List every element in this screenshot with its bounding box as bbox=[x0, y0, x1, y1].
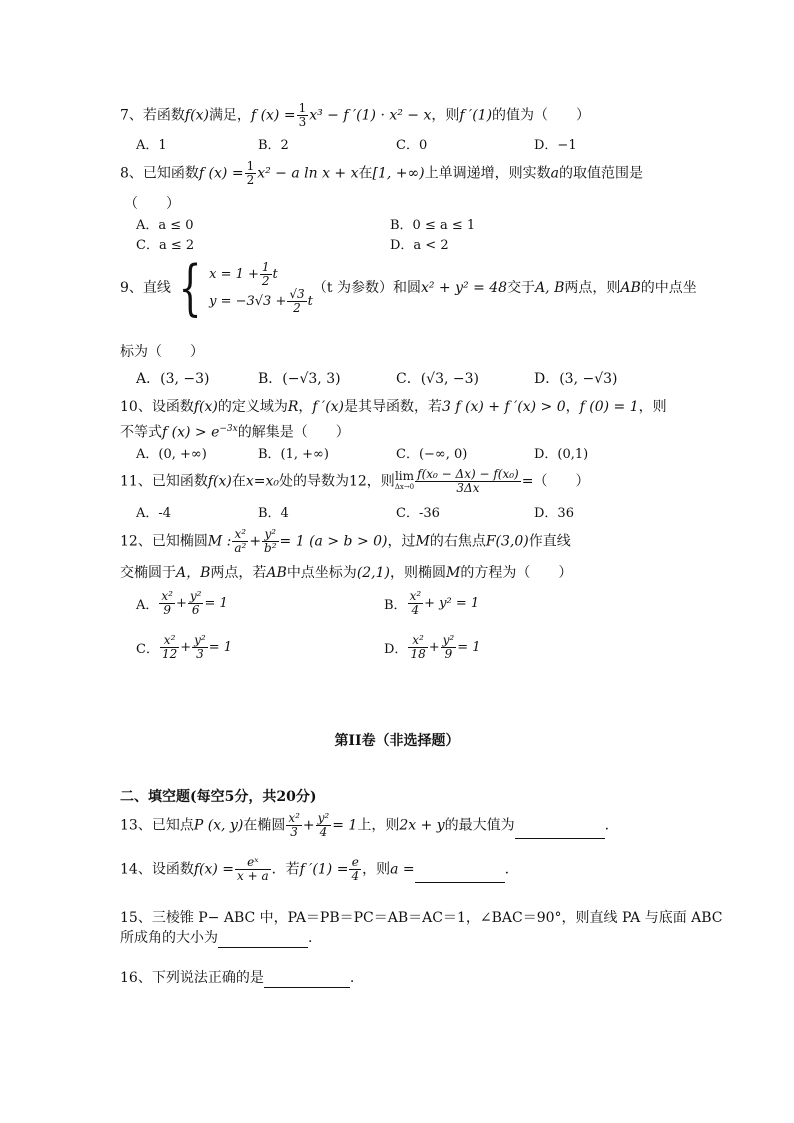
question-12: 12、已知椭圆M : $\frac{\text{x²}}{\text{a²}}$ + $\frac{\text{y²}}{\text{b²}}$ = 1 (a > b > 0)，过M的右焦点F(3,0)作直线 bbox=[120, 527, 571, 555]
q8-stem-b: 在 bbox=[358, 165, 373, 182]
q7-fx: f(x) bbox=[184, 107, 209, 124]
q9-ab: AB bbox=[620, 280, 641, 296]
q8-option-b: B．0 ≤ a ≤ 1 bbox=[390, 218, 476, 233]
q9-option-d: D．(3, −√3) bbox=[534, 371, 618, 387]
q16-answer-blank[interactable] bbox=[264, 971, 350, 988]
question-15: 15、三棱锥 P− ABC 中，PA＝PB＝PC＝AB＝AC＝1，∠BAC＝90°，则直线 PA 与底面 ABC bbox=[120, 910, 723, 926]
q7-formula-rhs: x³ − f ′(1) · x² − x bbox=[309, 107, 432, 124]
q11-option-c: C．-36 bbox=[396, 506, 440, 521]
q7-stem: 7、若函数 bbox=[120, 107, 185, 124]
q7-stem-d: 的值为（ ） bbox=[492, 107, 591, 124]
q9-option-a: A．(3, −3) bbox=[136, 371, 210, 387]
section-2-heading: 二、填空题(每空5分，共20分) bbox=[120, 789, 317, 805]
q9-stem-d: 两点，则 bbox=[564, 280, 621, 296]
q9-stem-e: 的中点坐 bbox=[640, 280, 697, 296]
part2-title: 第II卷（非选择题） bbox=[334, 733, 460, 749]
q8-option-c: C．a ≤ 2 bbox=[136, 238, 195, 253]
q9-circle: x² + y² = 48 bbox=[420, 280, 508, 296]
question-10: 10、设函数f(x)的定义域为R，f ′(x)是其导函数，若3 f (x) + f ′(x) > 0，f (0) = 1，则 bbox=[120, 399, 667, 415]
question-8 bbox=[120, 160, 680, 187]
q8-stem-d: 的取值范围是 bbox=[559, 165, 643, 182]
question-12-line2: 交椭圆于A，B两点，若AB中点坐标为(2,1)，则椭圆M的方程为（ ） bbox=[120, 565, 573, 581]
q12-option-d: D． $\frac{\text{x²}}{18}$ + $\frac{\text{y²}}{9}$ = 1 bbox=[384, 633, 481, 661]
question-9 bbox=[120, 253, 697, 338]
q8-interval: [1, +∞) bbox=[372, 165, 425, 182]
q10-option-a: A．(0, +∞) bbox=[136, 447, 207, 462]
q9-stem-f: 标为（ ） bbox=[120, 344, 204, 360]
question-10-line2: 不等式f $(x) > e^{-3x}$的解集是（ ） bbox=[120, 424, 350, 441]
q7-stem-b: 满足， bbox=[208, 107, 251, 124]
q11-lim: lim Δx→0 bbox=[394, 468, 415, 491]
q7-option-b: B．2 bbox=[258, 138, 289, 153]
q9-system: x = 1 + $\frac{1}{2}$ t y = −3√3 + $\frac{√3}{2}$ t bbox=[209, 260, 313, 315]
q12-option-c: C． $\frac{\text{x²}}{12}$ + $\frac{\text{y²}}{3}$ = 1 bbox=[136, 633, 233, 661]
q9-option-b: B．(−√3, 3) bbox=[258, 371, 341, 387]
q8-lhs: f (x) = bbox=[198, 165, 244, 182]
q12-option-a: A． $\frac{\text{x²}}{9}$ + $\frac{\text{y²}}{6}$ = 1 bbox=[136, 589, 228, 617]
q9-stem-b: （t 为参数）和圆 bbox=[312, 280, 421, 296]
q8-stem-c: 上单调递增，则实数 bbox=[424, 165, 551, 182]
question-7 bbox=[120, 102, 680, 129]
q9-pts: A, B bbox=[535, 280, 565, 296]
q9-stem: 9、直线 bbox=[120, 280, 171, 296]
q7-formula-lhs: f (x) = bbox=[250, 107, 296, 124]
q8-fraction: $\frac{1}{2}$ bbox=[246, 159, 255, 187]
question-11: 11、已知函数f(x)在x=x₀处的导数为12，则lim Δx→0 $\frac{\text{f(x₀ − Δx) − f(x₀)}}{3\Delta x}$ =（ ） bbox=[120, 467, 590, 495]
q12-option-b: B． $\frac{\text{x²}}{4}$ + y² = 1 bbox=[384, 589, 480, 617]
q8-paren: （ ） bbox=[124, 196, 180, 212]
q7-fp1: f ′(1) bbox=[459, 107, 493, 124]
q9-option-c: C．(√3, −3) bbox=[396, 371, 480, 387]
question-14: 14、设函数f(x) = $\frac{\text{eˣ}}{x + a}$ ．若f ′(1) = $\frac{e}{4}$ ，则a = . bbox=[120, 855, 510, 883]
q11-option-b: B．4 bbox=[258, 506, 289, 521]
question-16: 16、下列说法正确的是 . bbox=[120, 970, 355, 986]
q14-answer-blank[interactable] bbox=[415, 866, 505, 883]
q9-stem-c: 交于 bbox=[507, 280, 536, 296]
question-15-line2: 所成角的大小为 . bbox=[120, 930, 313, 946]
q7-option-a: A．1 bbox=[136, 138, 167, 153]
q13-answer-blank[interactable] bbox=[515, 822, 605, 839]
q11-fraction: $\frac{\text{f(x₀ − Δx) − f(x₀)}}{3\Delta x}$ bbox=[417, 467, 519, 495]
q7-fraction: $\frac{1}{3}$ bbox=[298, 101, 307, 129]
q10-option-c: C．(−∞, 0) bbox=[396, 447, 468, 462]
q8-var: a bbox=[550, 165, 559, 182]
q11-option-d: D．36 bbox=[534, 506, 574, 521]
question-13: 13、已知点P (x, y)在椭圆 $\frac{\text{x²}}{3}$ + $\frac{\text{y²}}{4}$ = 1上，则2x + y的最大值为 . bbox=[120, 811, 610, 839]
q11-option-a: A．-4 bbox=[136, 506, 172, 521]
q8-rhs: x² − a ln x + x bbox=[257, 165, 359, 182]
q8-stem: 8、已知函数 bbox=[120, 165, 199, 182]
q7-stem-c: ，则 bbox=[431, 107, 460, 124]
q7-option-d: D．−1 bbox=[534, 138, 577, 153]
q15-answer-blank[interactable] bbox=[218, 931, 308, 948]
q9-brace: { bbox=[178, 253, 202, 323]
q10-option-d: D．(0,1) bbox=[534, 447, 589, 462]
q8-option-a: A．a ≤ 0 bbox=[136, 218, 194, 233]
q8-option-d: D．a < 2 bbox=[390, 238, 449, 253]
q10-option-b: B．(1, +∞) bbox=[258, 447, 329, 462]
q7-option-c: C．0 bbox=[396, 138, 428, 153]
